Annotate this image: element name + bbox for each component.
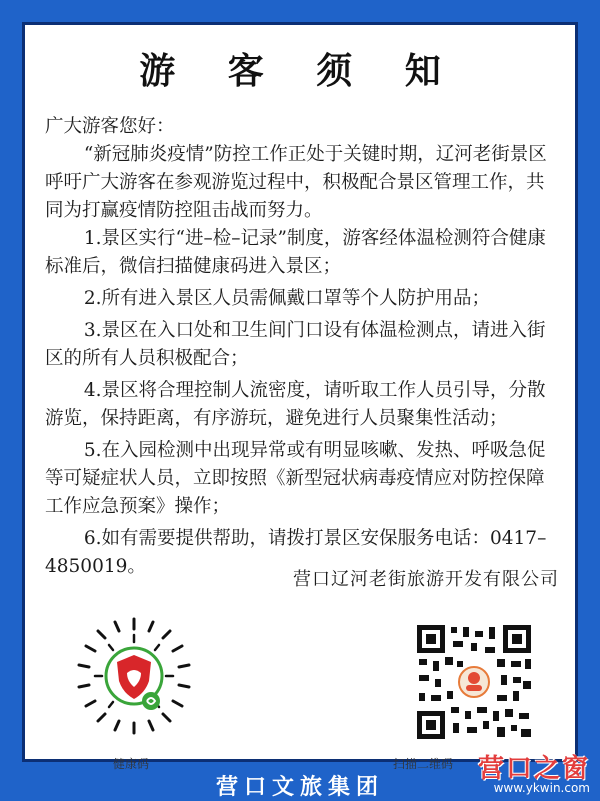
logo-url: www.ykwin.com — [493, 781, 590, 795]
list-item: 3.景区在入口处和卫生间门口设有体温检测点，请进入街区的所有人员积极配合； — [45, 320, 546, 369]
list-item: 2.所有进入景区人员需佩戴口罩等个人防护用品； — [83, 288, 490, 309]
list-item: 6.如有需要提供帮助，请拨打景区安保服务电话：0417–4850019。 — [45, 528, 547, 577]
qr-code-icon — [413, 621, 535, 743]
footer-group-name: 营口文旅集团 — [215, 774, 384, 800]
scan-qr-code[interactable] — [413, 621, 535, 743]
intro-paragraph: “新冠肺炎疫情”防控工作正处于关键时期，辽河老街景区呼吁广大游客在参观游览过程中，积极配合景区管理工作，共同为打赢疫情防控阻击战而努力。 — [45, 144, 547, 221]
mini-program-code-icon — [73, 615, 195, 737]
health-code-qr[interactable] — [73, 615, 195, 737]
health-code-label: 健康码 — [113, 757, 150, 771]
site-logo[interactable] — [478, 748, 590, 795]
logo-name: 营口之窗 — [477, 754, 590, 784]
list-item: 1.景区实行“进–检–记录”制度，游客经体温检测符合健康标准后，微信扫描健康码进入景区； — [45, 228, 546, 277]
company-name: 营口辽河老街旅游开发有限公司 — [293, 569, 559, 590]
list-item: 4.景区将合理控制人流密度，请听取工作人员引导，分散游览，保持距离，有序游玩，避免进行人员聚集性活动； — [45, 380, 546, 429]
scan-qr-label: 扫描二维码 — [393, 757, 454, 771]
notice-title: 游 客 须 知 — [139, 50, 461, 92]
notice-body — [45, 113, 561, 585]
list-item: 5.在入园检测中出现异常或有明显咳嗽、发热、呼吸急促等可疑症状人员，立即按照《新型冠状病毒疫情应对防控保障工作应急预案》操作； — [45, 440, 546, 517]
greeting: 广大游客您好： — [45, 116, 175, 137]
